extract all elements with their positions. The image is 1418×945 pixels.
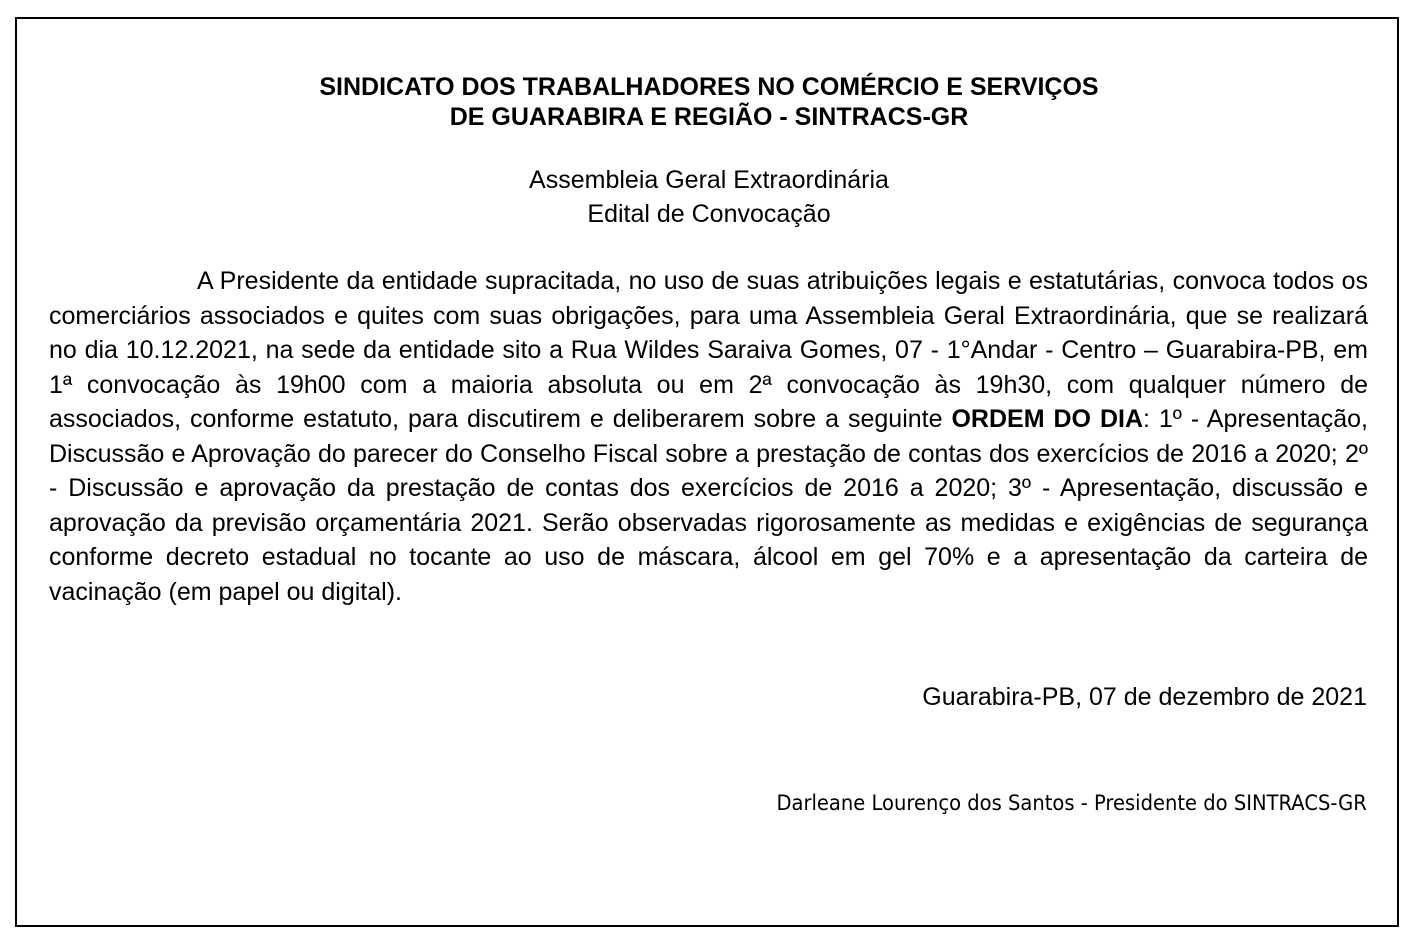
notice-subtitle xyxy=(0,163,1418,231)
notice-body-part2: : 1º - Apresentação, Discussão e Aprovação do parecer do Conselho Fiscal sobre a prestação de contas dos exercícios de 2016 a 2020; 2º - Discussão e aprovação da prestação de contas dos exercícios de 2016 a 2020; 3º - Apresentação, discussão e aprovação da previsão orçamentária 2021. Serão observadas rigorosamente as medidas e exigências de segurança conforme decreto estadual no tocante ao uso de máscara, álcool em gel 70% e a apresentação da carteira de vacinação (em papel ou digital). xyxy=(49,405,1369,606)
notice-body-part1: A Presidente da entidade supracitada, no uso de suas atribuições legais e estatutárias, convoca todos os comerciários associados e quites com suas obrigações, para uma Assembleia Geral Extraordinária, que se realizará no dia 10.12.2021, na sede da entidade sito a Rua Wildes Saraiva Gomes, 07 - 1°Andar - Centro – Guarabira-PB, em 1ª convocação às 19h00 com a maioria absoluta ou em 2ª convocação às 19h30, com qualquer número de associados, conforme estatuto, para discutirem e deliberarem sobre a seguinte xyxy=(49,267,1368,433)
notice-body xyxy=(49,264,1368,609)
date-line: Guarabira-PB, 07 de dezembro de 2021 xyxy=(922,683,1367,711)
assembly-type: Assembleia Geral Extraordinária xyxy=(529,166,889,194)
notice-type: Edital de Convocação xyxy=(587,200,831,228)
organization-title-line2: DE GUARABIRA E REGIÃO - SINTRACS-GR xyxy=(449,103,969,131)
organization-title xyxy=(0,72,1418,132)
agenda-label: ORDEM DO DIA xyxy=(951,405,1143,433)
signature-line: Darleane Lourenço dos Santos - Presidente do SINTRACS-GR xyxy=(776,791,1367,815)
organization-title-line1: SINDICATO DOS TRABALHADORES NO COMÉRCIO E SERVIÇOS xyxy=(319,73,1099,101)
